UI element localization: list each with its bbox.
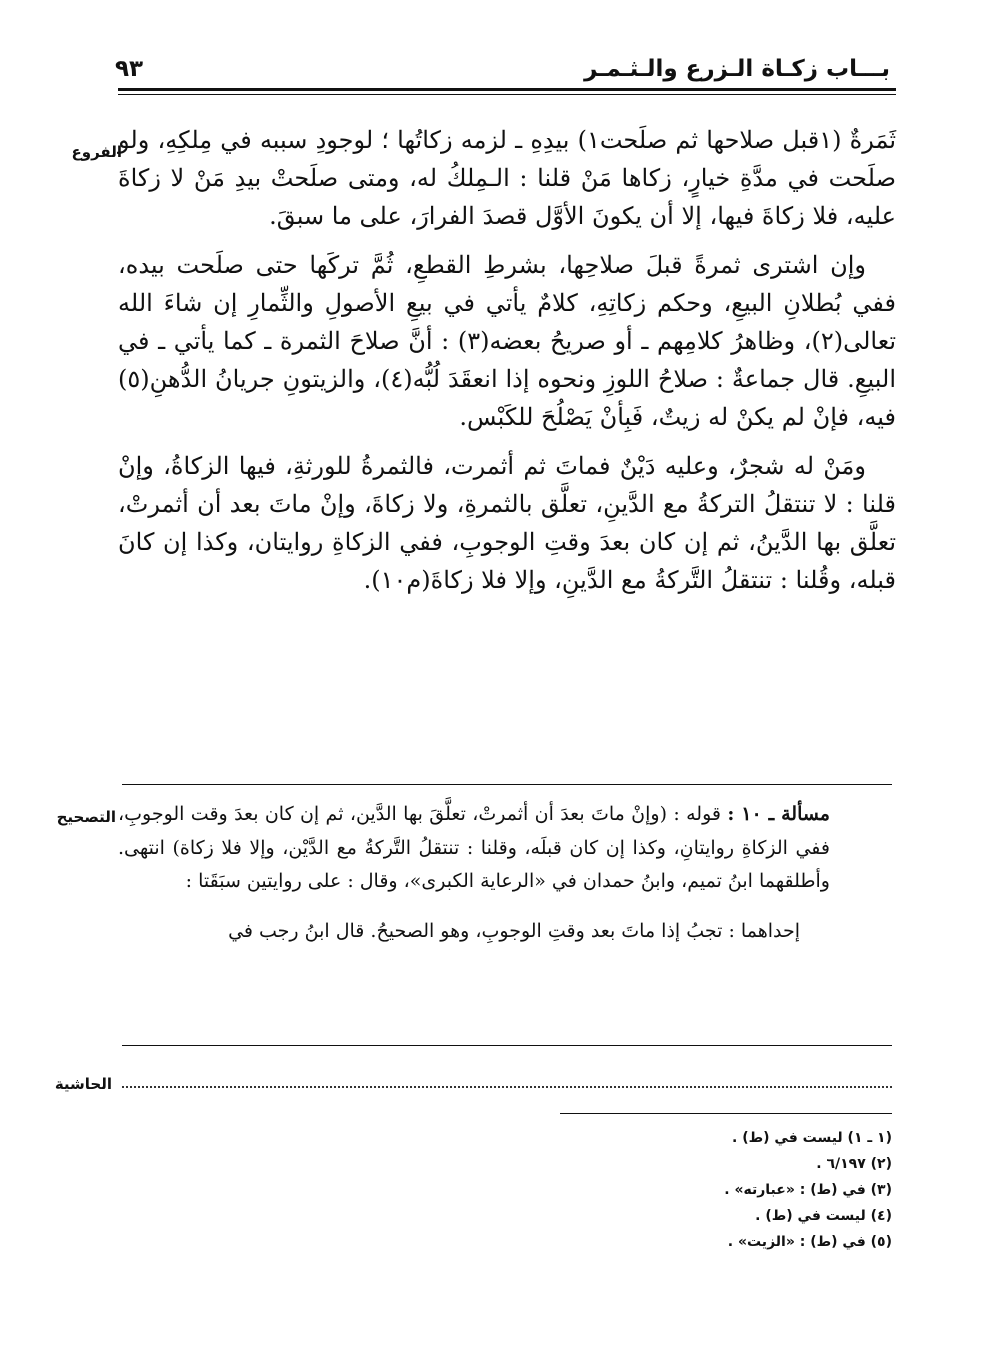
- issue-number: مسألة ـ ١٠ :: [727, 803, 830, 825]
- main-paragraph-2: وإن اشترى ثمرةً قبلَ صلاحِها، بشرطِ القطعِ، ثُمَّ تركَها حتى صلَحت بيده، ففي بُطلانِ البيعِ، وحكم زكاتِهِ، كلامٌ يأتي في بيعِ الأصولِ والثِّمارِ إن شاءَ الله تعالى(٢)، وظاهرُ كلامِهم ـ أو صريحُ بعضه(٣) : أنَّ صلاحَ الثمرة ـ كما يأتي ـ في البيعِ. قال جماعةٌ : صلاحُ اللوزِ ونحوه إذا انعقَدَ لُبُّه(٤)، والزيتونِ جريانُ الدُّهنِ(٥) فيه، فإنْ لم يكنْ له زيتٌ، فَبِأنْ يَصْلُحَ للكَبْس.: [118, 251, 896, 431]
- main-text: [118, 122, 896, 600]
- hashiya-label: الحاشية: [54, 1075, 112, 1093]
- header-rule-thin: [118, 94, 896, 95]
- footnotes: [500, 1125, 892, 1255]
- hashiya-divider: [122, 1045, 892, 1046]
- tashih-label: التصحيح: [56, 808, 116, 826]
- header-rule-thick: [118, 88, 896, 91]
- footnote: (٢) ٦/١٩٧ .: [816, 1156, 892, 1172]
- main-paragraph-3: ومَنْ له شجرٌ، وعليه دَيْنٌ فماتَ ثم أثمرت، فالثمرةُ للورثةِ، فيها الزكاةُ، وإنْ قلنا : لا تنتقلُ التركةُ مع الدَّينِ، تعلَّق بالثمرةِ، ولا زكاةَ، وإنْ ماتَ بعد أن أثمرتْ، تعلَّق بها الدَّينُ، ثم إن كان بعدَ وقتِ الوجوبِ، ففي الزكاةِ روايتان، وكذا إن كانَ قبله، وقُلنا : تنتقلُ التَّركةُ مع الدَّينِ، وإلا فلا زكاةَ(م١٠).: [118, 452, 896, 594]
- furu-label: الفروع: [71, 143, 122, 161]
- tashih-text: [118, 798, 830, 948]
- main-paragraph-1: ثَمَرةٌ (١قبل صلاحها ثم صلَحت١) بيدِهِ ـ لزمه زكاتُها ؛ لوجودِ سببه في مِلكِهِ، ولو صلَحت في مدَّةِ خيارٍ، زكاها مَنْ قلنا : الـمِلكُ له، ومتى صلَحتْ بيدِ مَنْ لا زكاةَ عليه، فلا زكاةَ فيها، إلا أن يكونَ الأوَّل قصدَ الفرارَ، على ما سبقَ.: [118, 126, 896, 230]
- footnote: (٥) في (ط) : «الزيت» .: [727, 1234, 892, 1250]
- page-number: ٩٣: [115, 56, 144, 82]
- hashiya-dotted-line: [122, 1086, 892, 1088]
- footnote: (٤) ليست في (ط) .: [755, 1208, 892, 1224]
- tashih-paragraph-1: [118, 798, 830, 899]
- footnote: (١ ـ ١) ليست في (ط) .: [732, 1130, 892, 1146]
- footnotes-divider: [560, 1113, 892, 1114]
- footnote: (٣) في (ط) : «عبارته» .: [724, 1182, 892, 1198]
- chapter-title: بـــاب زكـاة الـزرع والـثـمـر: [584, 56, 890, 82]
- tashih-divider: [122, 784, 892, 785]
- tashih-paragraph-1-body: قوله : (وإنْ ماتَ بعدَ أن أثمرتْ، تعلَّقَ بها الدَّين، ثم إن كان بعدَ وقت الوجوبِ، ففي الزكاةِ روايتانِ، وكذا إن كان قبلَه، وقلنا : تنتقلُ التَّركةُ مع الدَّيْن، وإلا فلا زكاة) انتهى. وأطلقهما ابنُ تميم، وابنُ حمدان في «الرعاية الكبرى»، وقال : على روايتين سبَقَتا :: [118, 803, 830, 892]
- tashih-paragraph-2: إحداهما : تجبُ إذا ماتَ بعد وقتِ الوجوبِ، وهو الصحيحُ. قال ابنُ رجب في: [228, 919, 800, 942]
